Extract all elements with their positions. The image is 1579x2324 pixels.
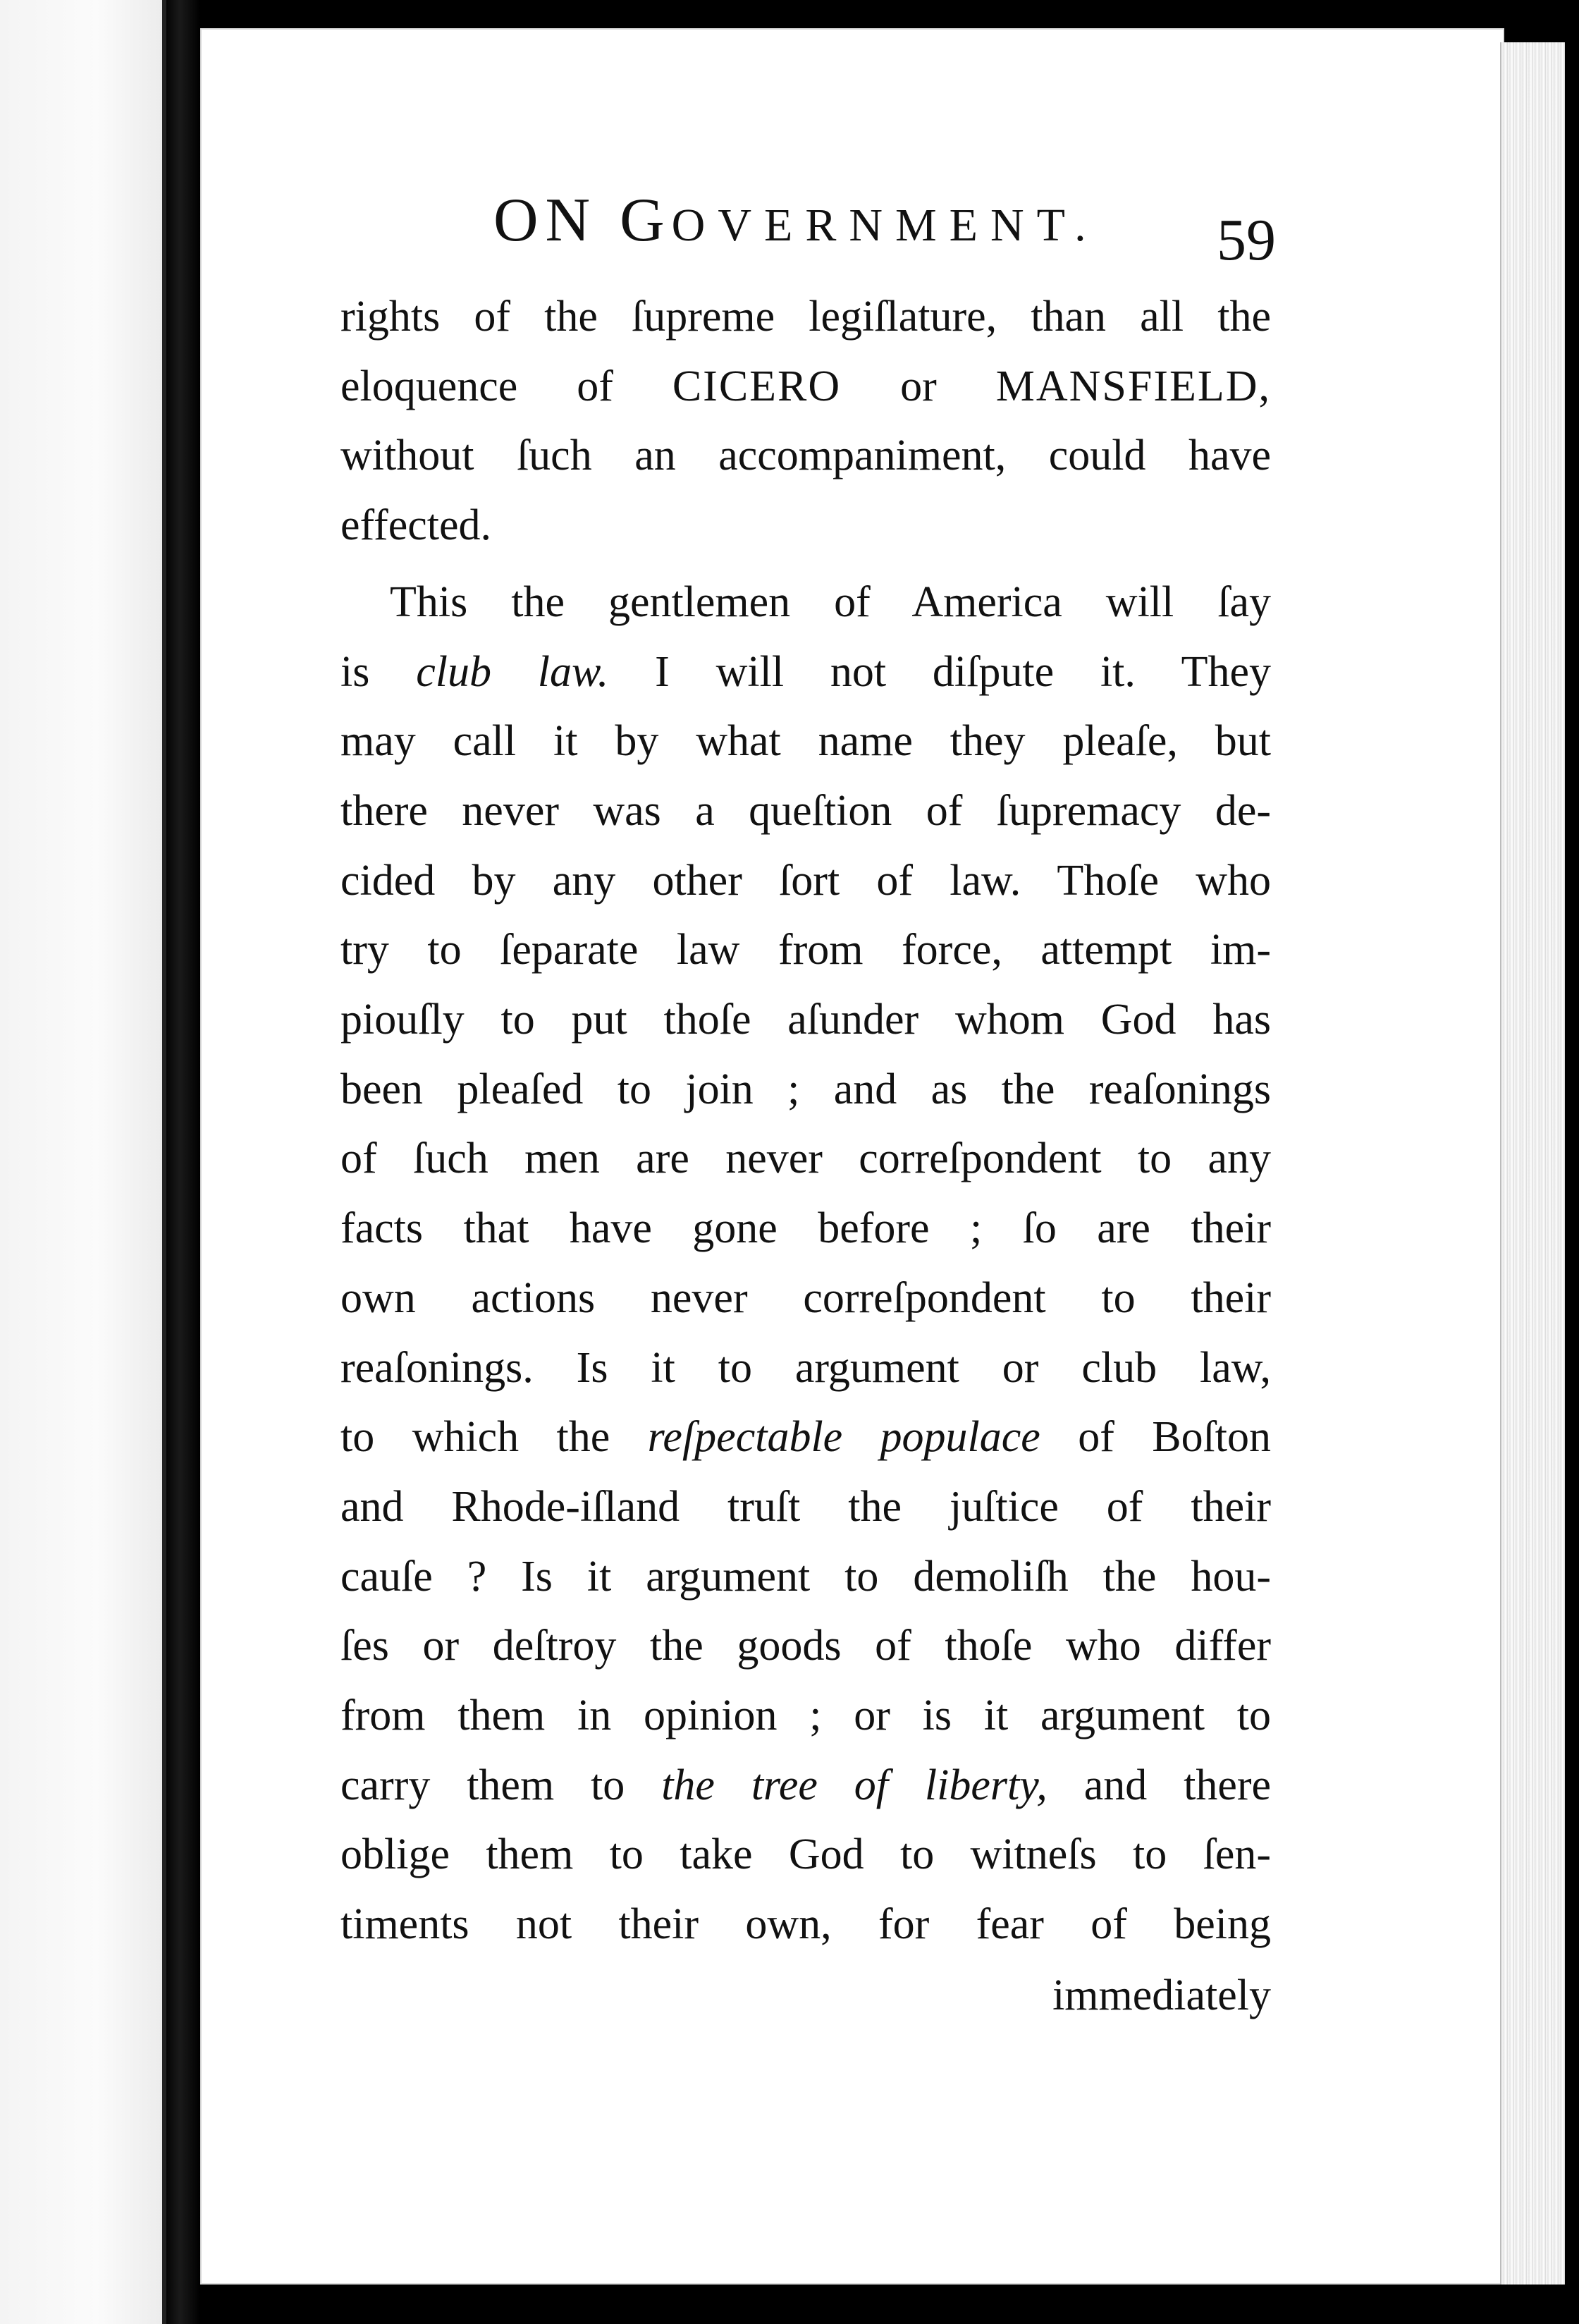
text-line: of ſuch men are never correſpondent to any [340,1135,1271,1183]
text-line: own actions never correſpondent to their [340,1273,1271,1322]
text-line: eloquence of CICERO or MANSFIELD, [340,362,1272,410]
text-line: try to ſeparate law from force, attempt im- [340,926,1271,974]
text-line: piouſly to put thoſe aſunder whom God has [340,996,1271,1044]
text-line: been pleaſed to join ; and as the reaſonings [340,1065,1271,1113]
text-line: carry them to the tree of liberty, and there [340,1761,1272,1809]
text-line: without ſuch an accompaniment, could have [340,432,1271,480]
text-line: cauſe ? Is it argument to demoliſh the hou- [340,1552,1271,1601]
text-line: cided by any other ſort of law. Thoſe who [340,856,1271,905]
text-line: and Rhode-iſland truſt the juſtice of their [340,1482,1271,1531]
text-line: effected. [340,501,491,550]
text-line: from them in opinion ; or is it argument to [340,1692,1271,1740]
book-gutter [166,0,200,2324]
text-line: there never was a queſtion of ſupremacy de- [340,786,1271,835]
text-line: facts that have gone before ; ſo are their [340,1204,1271,1253]
text-line: may call it by what name they pleaſe, but [340,717,1271,766]
page-number: 59 [1217,207,1276,273]
page-edges [1500,42,1565,2285]
text-line: ſes or deſtroy the goods of thoſe who differ [340,1622,1271,1670]
running-head: ON GOVERNMENT. [493,186,1099,255]
text-line: to which the reſpectable populace of Boſton [340,1413,1272,1462]
text-line: reaſonings. Is it to argument or club law, [340,1343,1271,1392]
text-line: oblige them to take God to witneſs to ſen- [340,1830,1271,1879]
text-line: rights of the ſupreme legiſlature, than all the [340,293,1271,341]
previous-page-edge [0,0,166,2324]
text-line: timents not their own, for fear of being [340,1900,1271,1949]
catchword: immediately [1052,1971,1271,2019]
paragraph-first-line: This the gentlemen of America will ſay [390,577,1271,626]
text-line: is club law. I will not diſpute it. They [340,647,1272,696]
body-text [340,282,1271,2031]
